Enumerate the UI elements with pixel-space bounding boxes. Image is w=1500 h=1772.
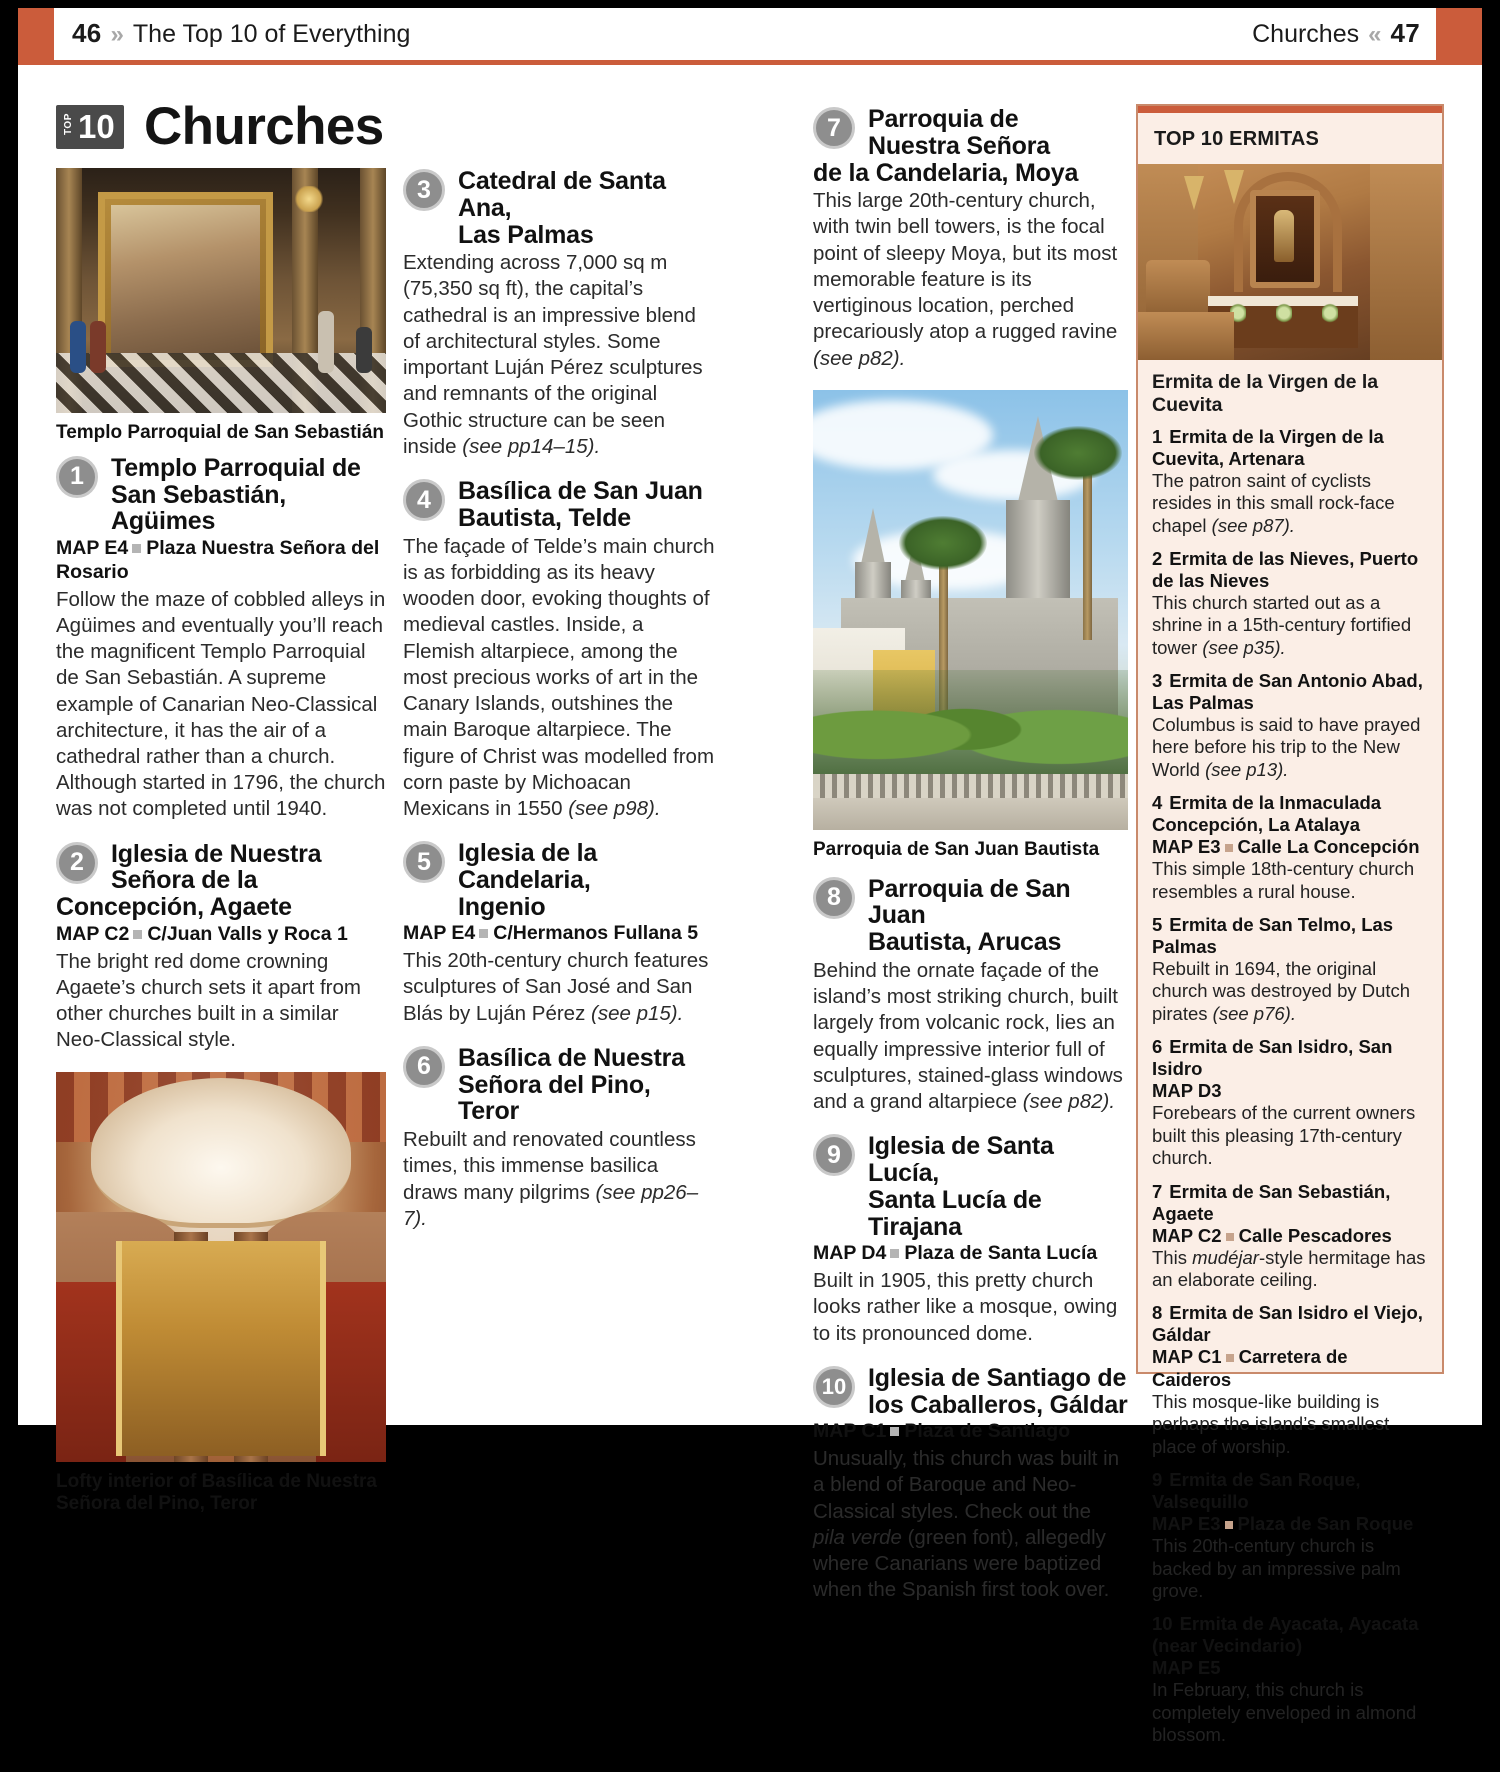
chevron-left-icon: «	[1368, 21, 1382, 48]
entry-8-body	[813, 958, 1128, 1115]
entry-7-title	[813, 106, 1128, 186]
header-left-group	[72, 18, 410, 49]
map-label: MAP C1	[1152, 1346, 1222, 1368]
map-value: C/Juan Valls y Roca 1	[147, 922, 348, 945]
ermita-number: 2	[1152, 547, 1163, 569]
entry-7-head	[813, 106, 1128, 186]
map-label: MAP E4	[403, 922, 476, 945]
entry-1	[56, 455, 386, 823]
badge-number: 10	[78, 108, 115, 145]
figure-caption: Parroquia de San Juan Bautista	[813, 838, 1100, 860]
photo-templo-parroquial-interior	[56, 168, 386, 413]
entry-title-line: Concepción, Agaete	[56, 893, 292, 922]
map-value: Plaza de Santa Lucía	[904, 1242, 1098, 1265]
square-bullet-icon	[890, 1249, 899, 1258]
entry-2-title	[56, 841, 386, 921]
entry-number-badge: 8	[813, 877, 855, 919]
guide-page-spread	[18, 8, 1482, 1746]
entry-3-title	[403, 168, 718, 248]
figure-caption: Templo Parroquial de San Sebastián	[56, 422, 385, 443]
top10-badge-icon	[56, 105, 124, 149]
entry-1-body: Follow the maze of cobbled alleys in Agüimes and eventually you’ll reach the magnificent Templo Parroquial de San Sebastián. A supreme example of Canarian Neo-Classical architecture, it has the air of a cathedral rather than a church. Although started in 1796, the church was not completed until 1940.	[56, 587, 386, 821]
panel-heading: TOP 10 ERMITAS	[1154, 128, 1320, 150]
ermita-title	[1152, 670, 1428, 714]
list-item	[1152, 914, 1428, 1025]
entry-4-body	[403, 534, 718, 823]
entry-2-map	[56, 923, 386, 947]
entry-10-title	[813, 1365, 1128, 1419]
entry-3	[403, 168, 718, 460]
entry-2-head	[56, 841, 386, 921]
ermita-title	[1152, 1036, 1428, 1080]
entry-number-badge: 2	[56, 842, 98, 884]
entry-body-tail: (green font), allegedly where Canarians were baptized when the Spanish first took over.	[813, 1525, 1110, 1602]
ermita-body-reference: (see p35).	[1202, 636, 1286, 658]
entry-title-line: los Caballeros, Gáldar	[868, 1390, 1128, 1419]
ermita-title	[1152, 1613, 1428, 1657]
panel-accent-rule	[1138, 106, 1442, 113]
ermita-name: Ermita de San Isidro, San Isidro	[1152, 1036, 1393, 1080]
ermita-map: MAP D3	[1152, 1080, 1222, 1102]
entry-4-title	[403, 478, 718, 532]
entry-number-badge: 10	[813, 1366, 855, 1408]
entry-9-body: Built in 1905, this pretty church looks rather like a mosque, owing to its pronounced dome.	[813, 1269, 1118, 1345]
list-item	[1152, 1036, 1428, 1169]
list-item	[1152, 1302, 1428, 1458]
entry-2-body: The bright red dome crowning Agaete’s church sets it apart from other churches built in a similar Neo-Classical style.	[56, 949, 361, 1052]
entry-title-line: Iglesia de Santa Lucía,	[868, 1132, 1054, 1188]
column-one	[56, 168, 386, 1526]
entry-number-badge: 9	[813, 1134, 855, 1176]
entry-number-badge: 6	[403, 1046, 445, 1088]
entry-title-line: Bautista, Arucas	[868, 928, 1062, 957]
map-value: Plaza Nuestra Señora del Rosario	[56, 537, 380, 583]
square-bullet-icon	[1226, 1354, 1234, 1362]
ermita-number: 5	[1152, 914, 1163, 936]
map-label: MAP D4	[813, 1242, 887, 1265]
square-bullet-icon	[890, 1427, 899, 1436]
square-bullet-icon	[479, 929, 488, 938]
figure-caption: Lofty interior of Basílica de Nuestra Señora del Pino, Teror	[56, 1470, 377, 1515]
ermita-body-text: Columbus is said to have prayed here before his trip to the New World	[1152, 714, 1421, 780]
header-right-group	[1252, 18, 1420, 49]
header-tab-right	[1436, 8, 1482, 60]
ermita-map: MAP E5	[1152, 1657, 1221, 1679]
entry-body-reference: (see pp26–7).	[403, 1180, 699, 1230]
entry-title-line: de la Candelaria, Moya	[813, 158, 1079, 187]
ermita-number: 9	[1152, 1468, 1163, 1490]
entry-1-map	[56, 537, 386, 585]
entry-title-line: Bautista, Telde	[458, 503, 631, 532]
page-title-row	[56, 96, 384, 157]
entry-10-body	[813, 1446, 1128, 1603]
entry-title-line: Santa Lucía de Tirajana	[868, 1185, 1042, 1241]
list-item	[1152, 670, 1428, 781]
photo-basilica-pino-interior	[56, 1072, 386, 1462]
entry-number-badge: 4	[403, 479, 445, 521]
entry-9-head	[813, 1133, 1128, 1240]
entry-title-line: Nuestra Señora	[868, 131, 1050, 160]
ermita-name: Ermita de San Roque, Valsequillo	[1152, 1468, 1361, 1512]
ermita-name: Ermita de San Isidro el Viejo, Gáldar	[1152, 1302, 1423, 1346]
ermita-body	[1152, 958, 1428, 1025]
square-bullet-icon	[133, 930, 142, 939]
square-bullet-icon	[1225, 1521, 1233, 1529]
entry-4-head	[403, 478, 718, 532]
entry-5-title	[403, 840, 718, 920]
header-tab-left	[18, 8, 54, 60]
entry-10-map	[813, 1420, 1128, 1444]
entry-1-head	[56, 455, 386, 535]
ermita-body: This simple 18th-century church resembles a rural house.	[1152, 858, 1415, 902]
ermita-title	[1152, 1469, 1428, 1513]
ermitas-list	[1138, 426, 1442, 1772]
photo-parroquia-san-juan-bautista	[813, 390, 1128, 830]
entry-10	[813, 1365, 1128, 1604]
ermita-number: 6	[1152, 1036, 1163, 1058]
ermita-body	[1152, 1247, 1428, 1292]
ermita-title	[1152, 1302, 1428, 1346]
entry-body-text: Rebuilt and renovated countless times, this immense basilica draws many pilgrims	[403, 1128, 696, 1204]
ermita-number: 3	[1152, 670, 1163, 692]
page-title: Churches	[144, 97, 384, 156]
folio-left: 46	[72, 18, 102, 48]
entry-body-reference: (see p82).	[1022, 1090, 1116, 1114]
figure-templo-parroquial	[56, 168, 386, 445]
entry-6-title	[403, 1045, 718, 1125]
entry-2	[56, 841, 386, 1054]
entry-title-line: Parroquia de	[868, 105, 1019, 133]
entry-title-line: Catedral de Santa Ana,	[458, 167, 666, 222]
ermita-body-text: Rebuilt in 1694, the original church was destroyed by Dutch pirates	[1152, 958, 1411, 1024]
entry-title-line: Ingenio	[458, 892, 546, 921]
map-label: MAP C1	[813, 1420, 887, 1443]
ermita-body-reference: (see p87).	[1211, 514, 1295, 536]
ermita-body	[1152, 470, 1428, 537]
entry-8-title	[813, 876, 1128, 956]
entry-9-map	[813, 1242, 1128, 1266]
map-label: MAP E4	[56, 537, 129, 560]
list-item	[1152, 426, 1428, 537]
entry-body-reference: (see pp14–15).	[462, 434, 601, 458]
ermita-map	[1152, 1346, 1428, 1390]
entry-title-line: Las Palmas	[458, 220, 594, 249]
entry-title-line: Basílica de Nuestra	[458, 1043, 685, 1072]
figure-parroquia-arucas	[813, 390, 1128, 862]
entry-body-reference: (see p82).	[813, 346, 906, 370]
map-value: Calle Pescadores	[1238, 1224, 1392, 1246]
ermita-body-text: This church started out as a shrine in a 15th-century fortified tower	[1152, 591, 1412, 658]
entry-body-text: Unusually, this church was built in a blend of Baroque and Neo-Classical styles. Check out the	[813, 1447, 1120, 1523]
entry-7-body	[813, 188, 1128, 372]
ermita-title	[1152, 1181, 1428, 1225]
ermita-body-text: The patron saint of cyclists resides in this small rock-face chapel	[1152, 469, 1395, 536]
entry-7	[813, 106, 1128, 372]
entry-title-line: Parroquia de San Juan	[868, 874, 1071, 930]
ermita-body: This 20th-century church is backed by an impressive palm grove.	[1152, 1535, 1401, 1601]
entry-title-line: Señora del Pino, Teror	[458, 1070, 651, 1126]
entry-title-line: Señora de la	[111, 866, 258, 895]
entry-body-italic: pila verde	[813, 1525, 902, 1549]
entry-9-title	[813, 1133, 1128, 1240]
entry-number-badge: 7	[813, 107, 855, 149]
ermita-name: Ermita de la Inmaculada Concepción, La Atalaya	[1152, 792, 1382, 836]
ermita-name: Ermita de las Nieves, Puerto de las Nieves	[1152, 547, 1419, 591]
entry-6	[403, 1045, 718, 1232]
ermita-body: Forebears of the current owners built this pleasing 17th-century church.	[1152, 1102, 1416, 1169]
list-item	[1152, 1181, 1428, 1292]
ermita-body	[1152, 592, 1428, 659]
ermita-body	[1152, 714, 1428, 781]
ermita-number: 8	[1152, 1302, 1163, 1324]
ermita-number: 1	[1152, 425, 1163, 447]
ermita-name: Ermita de San Sebastián, Agaete	[1152, 1180, 1391, 1224]
entry-5-body	[403, 948, 718, 1027]
entry-title-line: Templo Parroquial de	[111, 453, 361, 482]
ermita-name: Ermita de Ayacata, Ayacata (near Vecindario)	[1152, 1613, 1419, 1657]
list-item	[1152, 548, 1428, 659]
map-value: Calle La Concepción	[1237, 836, 1420, 858]
map-label: MAP E3	[1152, 836, 1221, 858]
ermita-map	[1152, 836, 1428, 858]
ermita-name: Ermita de San Antonio Abad, Las Palmas	[1152, 670, 1423, 714]
entry-5	[403, 840, 718, 1027]
ermita-name: Ermita de la Virgen de la Cuevita, Artenara	[1152, 425, 1384, 469]
entry-title-line: Iglesia de la Candelaria,	[458, 839, 598, 894]
ermita-body-reference: (see p76).	[1212, 1002, 1296, 1024]
entry-body-text: This large 20th-century church, with twin bell towers, is the focal point of sleepy Moya, but its most memorable feature is its vertiginous location, perched precariously atop a rugged ravine	[813, 189, 1118, 344]
entry-title-line: Iglesia de Nuestra	[111, 839, 322, 868]
entry-body-text: Extending across 7,000 sq m (75,350 sq ft), the capital’s cathedral is an impressive blend of architectural styles. Some important Luján Pérez sculptures and remnants of the original Gothic structure can be seen inside	[403, 251, 703, 458]
entry-body-text: This 20th-century church features sculptures of San José and San Blás by Luján Pérez	[403, 949, 709, 1025]
list-item	[1152, 792, 1428, 903]
ermita-map	[1152, 1225, 1428, 1247]
map-label: MAP E3	[1152, 1512, 1221, 1534]
ermita-body-italic: mudéjar	[1192, 1246, 1259, 1268]
header-rule	[18, 60, 1482, 65]
map-value: C/Hermanos Fullana 5	[493, 922, 699, 945]
entry-3-head	[403, 168, 718, 248]
entry-5-head	[403, 840, 718, 920]
square-bullet-icon	[1225, 844, 1233, 852]
ermita-title	[1152, 548, 1428, 592]
square-bullet-icon	[1226, 1233, 1234, 1241]
entry-6-body	[403, 1127, 718, 1232]
entry-number-badge: 3	[403, 169, 445, 211]
square-bullet-icon	[132, 544, 141, 553]
ermita-number: 7	[1152, 1180, 1163, 1202]
entry-body-reference: (see p15).	[591, 1001, 684, 1025]
entry-8	[813, 876, 1128, 1116]
list-item	[1152, 1613, 1428, 1746]
ermita-name: Ermita de San Telmo, Las Palmas	[1152, 914, 1394, 958]
ermita-map	[1152, 1513, 1428, 1535]
ermita-body-pre: This	[1152, 1246, 1193, 1268]
map-label: MAP C2	[1152, 1224, 1222, 1246]
header-right-title: Churches	[1252, 20, 1360, 48]
ermita-number: 10	[1152, 1613, 1173, 1635]
map-value: Plaza de San Roque	[1237, 1512, 1414, 1534]
entry-4	[403, 478, 718, 822]
ermita-title	[1152, 792, 1428, 836]
entry-8-head	[813, 876, 1128, 956]
ermita-body: In February, this church is completely enveloped in almond blossom.	[1152, 1679, 1417, 1746]
column-three	[813, 106, 1128, 1622]
entry-number-badge: 1	[56, 456, 98, 498]
photo-ermita-virgen-cuevita	[1138, 164, 1442, 360]
ermita-title	[1152, 426, 1428, 470]
ermita-body: This mosque-like building is perhaps the island’s smallest place of worship.	[1152, 1390, 1390, 1457]
ermita-number: 4	[1152, 792, 1163, 814]
entry-body-text: The façade of Telde’s main church is as forbidding as its heavy wooden door, evoking thoughts of medieval castles. Inside, a Flemish altarpiece, among the most precious works of art in the Canary Islands, outshines the main Baroque altarpiece. The figure of Christ was modelled from corn paste by Michoacan Mexicans in 1550	[403, 534, 715, 820]
top10-ermitas-panel	[1136, 104, 1444, 1746]
entry-5-map	[403, 922, 718, 946]
entry-title-line: San Sebastián, Agüimes	[111, 480, 287, 536]
ermita-body-reference: (see p13).	[1205, 758, 1289, 780]
header-left-title: The Top 10 of Everything	[132, 20, 411, 48]
map-value: Plaza de Santiago	[904, 1420, 1071, 1443]
panel-photo-caption: Ermita de la Virgen de la Cuevita	[1152, 371, 1379, 417]
map-label: MAP C2	[56, 922, 130, 945]
folio-right: 47	[1390, 18, 1420, 48]
entry-3-body	[403, 250, 718, 460]
badge-top-label: TOP	[63, 112, 74, 135]
column-two	[403, 168, 718, 1250]
entry-number-badge: 5	[403, 841, 445, 883]
entry-title-line: Basílica de San Juan	[458, 477, 703, 506]
figure-basilica-pino	[56, 1072, 386, 1517]
entry-6-head	[403, 1045, 718, 1125]
entry-body-reference: (see p98).	[568, 796, 661, 820]
entry-title-line: Iglesia de Santiago de	[868, 1363, 1127, 1392]
entry-1-title	[56, 455, 386, 535]
ermita-body-text: -style hermitage has an elaborate ceiling.	[1152, 1246, 1426, 1291]
entry-body-text: Behind the ornate façade of the island’s most striking church, built largely from volcanic rock, lies an equally impressive interior full of sculptures, stained-glass windows and a grand altarpiece	[813, 958, 1123, 1114]
map-value: Carretera de Caideros	[1152, 1346, 1348, 1390]
page-header	[18, 8, 1482, 68]
entry-9	[813, 1133, 1128, 1346]
ermita-title	[1152, 914, 1428, 958]
chevron-right-icon: »	[110, 21, 124, 48]
list-item	[1152, 1469, 1428, 1602]
entry-10-head	[813, 1365, 1128, 1419]
